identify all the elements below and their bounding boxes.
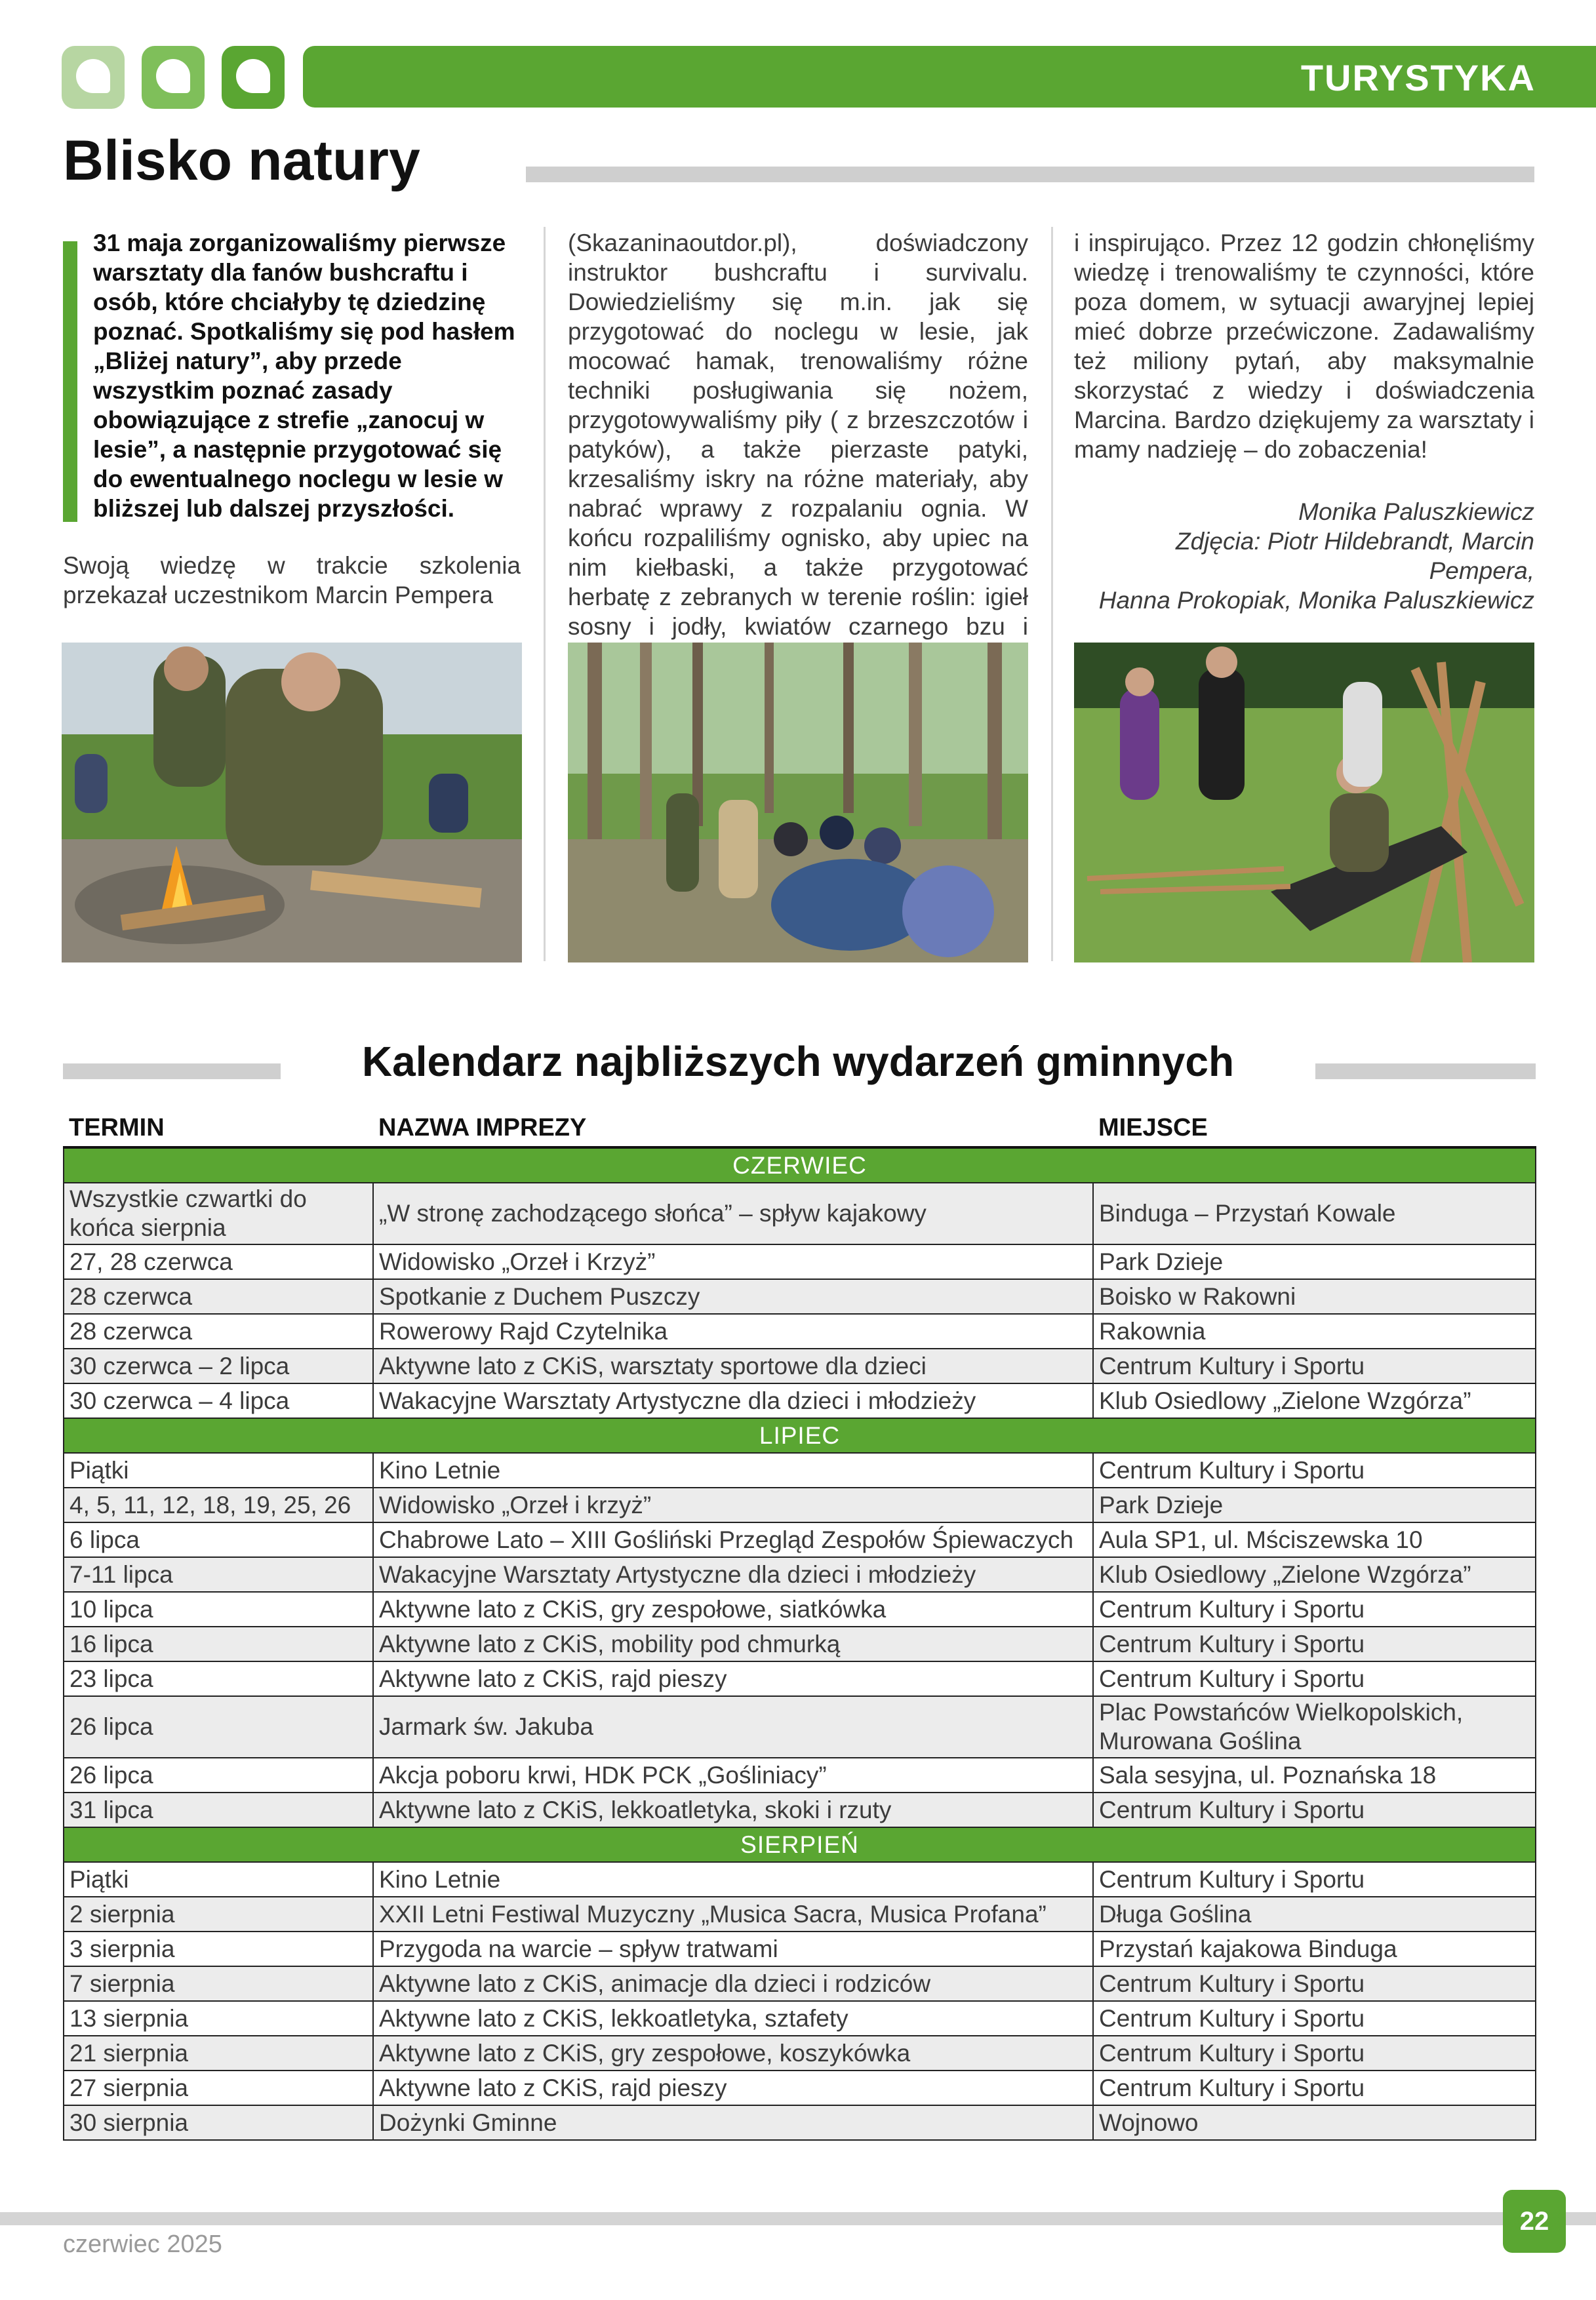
section-label: TURYSTYKA (1300, 57, 1536, 98)
event-name: Spotkanie z Duchem Puszczy (373, 1279, 1093, 1314)
article-lead: 31 maja zorganizowaliśmy pierwsze warsztaty dla fanów bushcraftu i osób, które chciałyby tę dziedzinę poznać. Spotkaliśmy się pod hasłem „Bliżej natury”, aby przede wszystkim poznać zasady obowiązujące z strefie „zanocuj w lesie”, a następnie przygotować się do ewentualnego noclegu w lesie w bliższej lub dalszej przyszłości. (93, 229, 515, 522)
event-term: 28 czerwca (64, 1314, 373, 1349)
event-term: 23 lipca (64, 1661, 373, 1696)
photo-forest-group (568, 643, 1028, 962)
event-name: „W stronę zachodzącego słońca” – spływ kajakowy (373, 1183, 1093, 1244)
event-term: 26 lipca (64, 1758, 373, 1793)
event-term: 2 sierpnia (64, 1897, 373, 1932)
event-place: Centrum Kultury i Sportu (1093, 1453, 1536, 1488)
event-name: Przygoda na warcie – spływ tratwami (373, 1932, 1093, 1966)
table-row (64, 1661, 1536, 1696)
event-term: 30 sierpnia (64, 2105, 373, 2140)
table-row (64, 1522, 1536, 1557)
table-row (64, 1696, 1536, 1758)
event-term: 26 lipca (64, 1696, 373, 1758)
event-name: Aktywne lato z CKiS, lekkoatletyka, skoki i rzuty (373, 1793, 1093, 1827)
photo-credit-line-1: Zdjęcia: Piotr Hildebrandt, Marcin Pempera, (1176, 528, 1534, 584)
event-term: 6 lipca (64, 1522, 373, 1557)
event-place: Centrum Kultury i Sportu (1093, 2071, 1536, 2105)
event-name: Aktywne lato z CKiS, mobility pod chmurką (373, 1627, 1093, 1661)
column-separator (1051, 227, 1053, 961)
table-row (64, 1862, 1536, 1897)
event-place: Centrum Kultury i Sportu (1093, 1661, 1536, 1696)
event-term: Wszystkie czwartki do końca sierpnia (64, 1183, 373, 1244)
table-row (64, 1932, 1536, 1966)
event-name: Aktywne lato z CKiS, rajd pieszy (373, 2071, 1093, 2105)
table-row (64, 1183, 1536, 1244)
event-place: Park Dzieje (1093, 1488, 1536, 1522)
event-place: Binduga – Przystań Kowale (1093, 1183, 1536, 1244)
event-term: 16 lipca (64, 1627, 373, 1661)
header-place: MIEJSCE (1093, 1109, 1536, 1147)
footer-date: czerwiec 2025 (63, 2231, 222, 2258)
table-row (64, 2105, 1536, 2140)
event-place: Klub Osiedlowy „Zielone Wzgórza” (1093, 1383, 1536, 1418)
photo-campfire-workshop (62, 643, 522, 962)
event-name: Aktywne lato z CKiS, warsztaty sportowe dla dzieci (373, 1349, 1093, 1383)
author: Monika Paluszkiewicz (1298, 498, 1534, 525)
event-name: Aktywne lato z CKiS, animacje dla dzieci i rodziców (373, 1966, 1093, 2001)
event-place: Centrum Kultury i Sportu (1093, 1349, 1536, 1383)
article-column-2: (Skazaninaoutdor.pl), doświadczony instruktor bushcraftu i survivalu. Dowiedzieliśmy się m.in. jak się przygotować do noclegu w lesie, jak mocować hamak, trenowaliśmy różne techniki posługiwania się nożem, przygotowywaliśmy piły ( z brzeszczotów i patyków), a także pierzaste patyki, krzesaliśmy iskry na różne materiały, aby nabrać wprawy z rozpalaniu ognia. W końcu rozpaliliśmy ognisko, aby upiec na nim kiełbaski, a także przygotować herbatę z zebranych w terenie roślin: igieł sosny i jodły, kwiatów czarnego bzu i (568, 229, 1028, 640)
event-name: Rowerowy Rajd Czytelnika (373, 1314, 1093, 1349)
event-place: Centrum Kultury i Sportu (1093, 1627, 1536, 1661)
event-name: Kino Letnie (373, 1862, 1093, 1897)
event-place: Park Dzieje (1093, 1244, 1536, 1279)
event-name: Widowisko „Orzeł i krzyż” (373, 1488, 1093, 1522)
event-term: 31 lipca (64, 1793, 373, 1827)
event-term: 4, 5, 11, 12, 18, 19, 25, 26 (64, 1488, 373, 1522)
event-term: 10 lipca (64, 1592, 373, 1627)
event-name: Dożynki Gminne (373, 2105, 1093, 2140)
month-row-june (64, 1147, 1536, 1183)
event-term: 7 sierpnia (64, 1966, 373, 2001)
event-place: Długa Goślina (1093, 1897, 1536, 1932)
speech-bubble-icon (222, 46, 285, 109)
table-row (64, 1453, 1536, 1488)
column-separator (544, 227, 546, 961)
table-row (64, 1557, 1536, 1592)
table-row (64, 2071, 1536, 2105)
event-place: Sala sesyjna, ul. Poznańska 18 (1093, 1758, 1536, 1793)
table-row (64, 2036, 1536, 2071)
event-name: Jarmark św. Jakuba (373, 1696, 1093, 1758)
event-place: Centrum Kultury i Sportu (1093, 2036, 1536, 2071)
event-term: 30 czerwca – 4 lipca (64, 1383, 373, 1418)
event-term: 13 sierpnia (64, 2001, 373, 2036)
event-term: 27 sierpnia (64, 2071, 373, 2105)
table-row (64, 2001, 1536, 2036)
event-name: Aktywne lato z CKiS, gry zespołowe, koszykówka (373, 2036, 1093, 2071)
event-place: Wojnowo (1093, 2105, 1536, 2140)
event-term: 28 czerwca (64, 1279, 373, 1314)
event-term: 27, 28 czerwca (64, 1244, 373, 1279)
event-place: Przystań kajakowa Binduga (1093, 1932, 1536, 1966)
table-header-row (64, 1109, 1536, 1147)
event-name: Aktywne lato z CKiS, lekkoatletyka, sztafety (373, 2001, 1093, 2036)
section-header-bar (303, 46, 1596, 108)
header-term: TERMIN (64, 1109, 373, 1147)
photo-credit-line-2: Hanna Prokopiak, Monika Paluszkiewicz (1098, 587, 1534, 614)
table-row (64, 1314, 1536, 1349)
article-column-3: i inspirująco. Przez 12 godzin chłonęliśmy wiedzę i trenowaliśmy te czynności, które poza domem, w sytuacji awaryjnej lepiej mieć dobrze przećwiczone. Zadawaliśmy też miliony pytań, aby maksymalnie skorzystać z wiedzy i doświadczenia Marcina. Bardzo dziękujemy za warsztaty i mamy nadzieję – do zobaczenia! (1074, 229, 1534, 463)
event-term: Piątki (64, 1453, 373, 1488)
month-row-august (64, 1827, 1536, 1862)
event-place: Centrum Kultury i Sportu (1093, 1862, 1536, 1897)
event-place: Centrum Kultury i Sportu (1093, 2001, 1536, 2036)
calendar-title: Kalendarz najbliższych wydarzeń gminnych (361, 1038, 1235, 1085)
month-label: SIERPIEŃ (64, 1827, 1536, 1862)
page-number: 22 (1503, 2190, 1566, 2253)
event-name: Aktywne lato z CKiS, gry zespołowe, siatkówka (373, 1592, 1093, 1627)
table-row (64, 1897, 1536, 1932)
event-term: 21 sierpnia (64, 2036, 373, 2071)
event-name: Aktywne lato z CKiS, rajd pieszy (373, 1661, 1093, 1696)
table-row (64, 1349, 1536, 1383)
table-row (64, 1627, 1536, 1661)
events-table (63, 1109, 1536, 2141)
event-term: 7-11 lipca (64, 1557, 373, 1592)
event-place: Plac Powstańców Wielkopolskich, Murowana Goślina (1093, 1696, 1536, 1758)
footer-bar (0, 2212, 1596, 2225)
article-title: Blisko natury (63, 129, 420, 192)
photo-hammock-meadow (1074, 643, 1534, 962)
title-rule (526, 167, 1534, 182)
event-place: Boisko w Rakowni (1093, 1279, 1536, 1314)
table-row (64, 1383, 1536, 1418)
event-term: 3 sierpnia (64, 1932, 373, 1966)
lead-accent-bar (63, 241, 77, 522)
event-name: Kino Letnie (373, 1453, 1093, 1488)
header-name: NAZWA IMPREZY (373, 1109, 1093, 1147)
event-term: 30 czerwca – 2 lipca (64, 1349, 373, 1383)
event-name: XXII Letni Festiwal Muzyczny „Musica Sacra, Musica Profana” (373, 1897, 1093, 1932)
table-row (64, 1279, 1536, 1314)
table-row (64, 1793, 1536, 1827)
table-row (64, 1488, 1536, 1522)
event-term: Piątki (64, 1862, 373, 1897)
event-name: Widowisko „Orzeł i Krzyż” (373, 1244, 1093, 1279)
speech-bubble-icon (142, 46, 205, 109)
table-row (64, 1758, 1536, 1793)
article-signature (1075, 497, 1534, 615)
event-place: Aula SP1, ul. Mściszewska 10 (1093, 1522, 1536, 1557)
table-row (64, 1592, 1536, 1627)
event-place: Klub Osiedlowy „Zielone Wzgórza” (1093, 1557, 1536, 1592)
month-label: CZERWIEC (64, 1147, 1536, 1183)
article-column-1: Swoją wiedzę w trakcie szkolenia przekazał uczestnikom Marcin Pempera (63, 552, 521, 608)
table-row (64, 1244, 1536, 1279)
event-place: Centrum Kultury i Sportu (1093, 1592, 1536, 1627)
event-name: Wakacyjne Warsztaty Artystyczne dla dzieci i młodzieży (373, 1383, 1093, 1418)
event-name: Wakacyjne Warsztaty Artystyczne dla dzieci i młodzieży (373, 1557, 1093, 1592)
month-row-july (64, 1418, 1536, 1453)
month-label: LIPIEC (64, 1418, 1536, 1453)
event-name: Akcja poboru krwi, HDK PCK „Gośliniacy” (373, 1758, 1093, 1793)
event-place: Centrum Kultury i Sportu (1093, 1966, 1536, 2001)
speech-bubble-icon (62, 46, 125, 109)
event-name: Chabrowe Lato – XIII Gośliński Przegląd Zespołów Śpiewaczych (373, 1522, 1093, 1557)
table-row (64, 1966, 1536, 2001)
event-place: Rakownia (1093, 1314, 1536, 1349)
event-place: Centrum Kultury i Sportu (1093, 1793, 1536, 1827)
